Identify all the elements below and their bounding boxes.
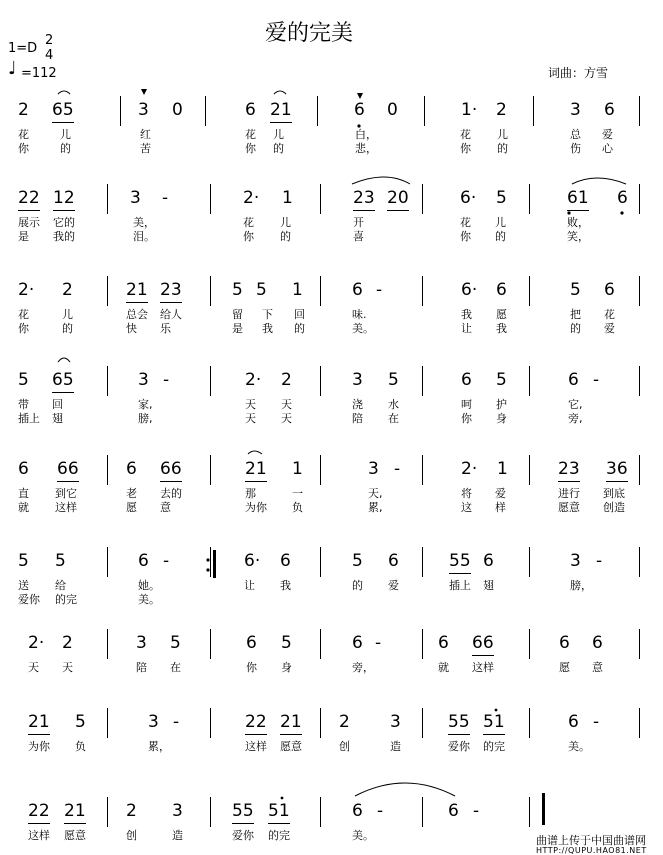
lyric: 苦 — [140, 142, 151, 155]
lyric: 愿 — [496, 308, 507, 321]
lyric: 笑， — [567, 230, 589, 243]
note: 6 — [483, 551, 494, 571]
note: 6 — [138, 551, 149, 571]
lyric: 的完 — [55, 593, 77, 606]
lyric: 总 — [570, 128, 581, 141]
lyric: 美。 — [568, 740, 590, 753]
note: 65 — [52, 100, 74, 120]
note: 3 — [352, 370, 363, 390]
note: 2 — [126, 801, 137, 821]
note: 6 — [280, 551, 291, 571]
note: 12 — [53, 188, 75, 208]
lyric: 白， — [355, 128, 377, 141]
note: 3 — [130, 188, 141, 208]
note: 66 — [57, 459, 79, 479]
note: 2 — [281, 370, 292, 390]
note: - — [473, 801, 480, 821]
note: 5 — [256, 280, 267, 300]
lyric: 的 — [570, 322, 581, 335]
lyric: 花 — [18, 128, 29, 141]
lyric: 带 — [18, 398, 29, 411]
lyric: 它, — [568, 398, 583, 411]
key-signature: 1=D — [8, 41, 38, 56]
note: 66 — [472, 633, 494, 653]
note: 0 — [172, 100, 183, 120]
lyric: 就 — [18, 501, 29, 514]
lyric: 回 — [52, 398, 63, 411]
note: 1 — [497, 459, 508, 479]
note: 6· — [461, 280, 478, 300]
lyric: 儿 — [497, 128, 508, 141]
note: 6 — [438, 633, 449, 653]
lyric: 插上 — [449, 579, 471, 592]
note: 6 — [496, 280, 507, 300]
lyric: 的 — [280, 230, 291, 243]
lyric: 陪 — [136, 661, 147, 674]
lyric: 下 — [262, 308, 273, 321]
lyric: 它的 — [53, 216, 75, 229]
lyric: 天 — [281, 412, 292, 425]
footer-url: HTTP://QUPU.HAO81.NET — [536, 846, 647, 855]
lyric: 愿意 — [64, 829, 86, 842]
note: 65 — [52, 370, 74, 390]
lyric: 爱你 — [18, 593, 40, 606]
lyric: 就 — [438, 661, 449, 674]
lyric: 创 — [339, 740, 350, 753]
lyric: 天 — [281, 398, 292, 411]
lyric: 爱 — [602, 128, 613, 141]
note: 21 — [126, 280, 148, 300]
note: 5 — [352, 551, 363, 571]
lyric: 的完 — [268, 829, 290, 842]
lyric: 造 — [390, 740, 401, 753]
lyric: 天 — [28, 661, 39, 674]
note: 3 — [138, 370, 149, 390]
lyric: 呵 — [461, 398, 472, 411]
lyric: 老 — [126, 487, 137, 500]
lyric: 愿 — [126, 501, 137, 514]
note: 3 — [148, 712, 159, 732]
note: 2· — [28, 633, 45, 653]
note: 21 — [270, 100, 292, 120]
lyric: 我 — [280, 579, 291, 592]
note: 23 — [558, 459, 580, 479]
note: 2 — [62, 280, 73, 300]
note: 6 — [592, 633, 603, 653]
lyric: 浇 — [352, 398, 363, 411]
note: 2· — [461, 459, 478, 479]
lyric: 旁， — [352, 661, 374, 674]
note: 23 — [160, 280, 182, 300]
lyric: 你 — [460, 230, 471, 243]
note: 6 — [126, 459, 137, 479]
octave-dot — [357, 124, 360, 127]
lyric: 送 — [18, 579, 29, 592]
lyric: 你 — [461, 412, 472, 425]
lyric: 花 — [460, 216, 471, 229]
note: 3 — [390, 712, 401, 732]
lyric: 悲， — [355, 142, 377, 155]
note: 3 — [368, 459, 379, 479]
octave-dot — [281, 797, 284, 800]
note: 6 — [246, 633, 257, 653]
note: 6· — [460, 188, 477, 208]
lyric: 膀， — [570, 579, 592, 592]
lyric: 这样 — [55, 501, 77, 514]
note: 20 — [387, 188, 409, 208]
lyric: 插上 — [18, 412, 40, 425]
slur — [274, 91, 286, 94]
lyric: 我 — [262, 322, 273, 335]
accent-mark — [141, 89, 147, 95]
slur — [572, 178, 626, 184]
time-signature-top: 2 — [45, 33, 54, 48]
lyric: 展示 — [18, 216, 40, 229]
note: - — [596, 551, 603, 571]
note: 6 — [352, 633, 363, 653]
note: 21 — [64, 801, 86, 821]
lyric: 你 — [246, 661, 257, 674]
note: 6 — [604, 280, 615, 300]
lyric: 花 — [18, 308, 29, 321]
lyric: 负 — [292, 501, 303, 514]
lyric: 的 — [352, 579, 363, 592]
note: 2· — [18, 280, 35, 300]
final-barline — [542, 793, 545, 825]
note: 55 — [448, 712, 470, 732]
lyric: 乐 — [160, 322, 171, 335]
note: 6 — [568, 712, 579, 732]
lyric: 护 — [496, 398, 507, 411]
lyric: 愿意 — [558, 501, 580, 514]
lyric: 开 — [353, 216, 364, 229]
lyric: 花 — [604, 308, 615, 321]
lyric: 心 — [602, 142, 613, 155]
lyric: 我的 — [53, 230, 75, 243]
lyric: 翅 — [483, 579, 494, 592]
lyric: 造 — [172, 829, 183, 842]
note: 2 — [18, 100, 29, 120]
note: 5 — [18, 551, 29, 571]
note: 22 — [28, 801, 50, 821]
lyric: 儿 — [60, 128, 71, 141]
lyric: 一 — [292, 487, 303, 500]
note: 6 — [245, 100, 256, 120]
lyric: 的 — [273, 142, 284, 155]
note: - — [162, 188, 169, 208]
lyric: 样 — [495, 501, 506, 514]
note: 5 — [170, 633, 181, 653]
lyric: 为你 — [28, 740, 50, 753]
lyric: 创 — [126, 829, 137, 842]
lyric: 进行 — [558, 487, 580, 500]
note: 61 — [567, 188, 589, 208]
note: 1 — [292, 280, 303, 300]
lyric: 这 — [461, 501, 472, 514]
repeat-dot — [206, 568, 209, 571]
lyric: 儿 — [495, 216, 506, 229]
lyric: 的完 — [483, 740, 505, 753]
lyric: 她。 — [138, 579, 160, 592]
slur — [352, 177, 410, 184]
lyric: 意 — [160, 501, 171, 514]
octave-dot — [495, 709, 498, 712]
lyric: 家, — [138, 398, 153, 411]
note: - — [173, 712, 180, 732]
lyric: 爱 — [604, 322, 615, 335]
note: 66 — [160, 459, 182, 479]
lyric: 愿意 — [280, 740, 302, 753]
lyric: 你 — [243, 230, 254, 243]
repeat-sign — [213, 550, 216, 578]
lyric: 爱你 — [448, 740, 470, 753]
lyric: 留 — [232, 308, 243, 321]
lyric: 水 — [388, 398, 399, 411]
lyric: 喜 — [353, 230, 364, 243]
lyric: 这样 — [472, 661, 494, 674]
lyric: 到底 — [603, 487, 625, 500]
note: - — [376, 280, 383, 300]
lyric: 我 — [461, 308, 472, 321]
note: - — [593, 712, 600, 732]
lyric: 累, — [368, 501, 383, 514]
note: - — [163, 370, 170, 390]
note: 21 — [245, 459, 267, 479]
lyric: 在 — [170, 661, 181, 674]
note: 6 — [352, 801, 363, 821]
lyric: 儿 — [280, 216, 291, 229]
lyric: 美， — [133, 216, 155, 229]
lyric: 给人 — [160, 308, 182, 321]
lyric: 为你 — [245, 501, 267, 514]
note: 3 — [138, 100, 149, 120]
tempo-mark: =112 — [21, 66, 57, 81]
lyric: 你 — [245, 142, 256, 155]
lyric: 把 — [570, 308, 581, 321]
note: 51 — [483, 712, 505, 732]
note: 5 — [18, 370, 29, 390]
note: 22 — [245, 712, 267, 732]
note: - — [593, 370, 600, 390]
lyric: 你 — [460, 142, 471, 155]
note: 6 — [448, 801, 459, 821]
lyric: 回 — [294, 308, 305, 321]
lyric: 花 — [245, 128, 256, 141]
note: 3 — [570, 551, 581, 571]
lyric: 的 — [294, 322, 305, 335]
lyric: 的 — [62, 322, 73, 335]
note: 5 — [281, 633, 292, 653]
note: 6 — [568, 370, 579, 390]
lyric: 负 — [75, 740, 86, 753]
octave-dot — [567, 211, 570, 214]
note: 21 — [280, 712, 302, 732]
quarter-note-icon: ♩ — [8, 58, 17, 79]
repeat-dot — [206, 558, 209, 561]
note: 6 — [388, 551, 399, 571]
note: 2· — [243, 188, 260, 208]
octave-dot — [620, 211, 623, 214]
slur — [248, 451, 262, 454]
lyric: 让 — [244, 579, 255, 592]
accent-mark — [357, 93, 363, 99]
time-signature-bottom: 4 — [45, 48, 54, 63]
lyric: 爱 — [495, 487, 506, 500]
lyric: 爱你 — [232, 829, 254, 842]
lyric: 花 — [243, 216, 254, 229]
lyric: 那 — [245, 487, 256, 500]
note: 51 — [268, 801, 290, 821]
note: 1 — [292, 459, 303, 479]
lyric: 愿 — [559, 661, 570, 674]
lyric: 儿 — [62, 308, 73, 321]
note: 6 — [352, 280, 363, 300]
lyric: 意 — [592, 661, 603, 674]
note: 55 — [449, 551, 471, 571]
slur — [355, 783, 455, 796]
note: 6 — [18, 459, 29, 479]
lyric: 美。 — [352, 322, 374, 335]
lyric: 你 — [18, 322, 29, 335]
lyric: 你 — [18, 142, 29, 155]
note: 6 — [354, 100, 365, 120]
lyric: 的 — [497, 142, 508, 155]
lyric: 美。 — [138, 593, 160, 606]
note: 2 — [496, 100, 507, 120]
lyric: 让 — [461, 322, 472, 335]
note: 6· — [244, 551, 261, 571]
lyric: 是 — [232, 322, 243, 335]
note: 2· — [245, 370, 262, 390]
note: 6 — [559, 633, 570, 653]
lyric: 爱 — [388, 579, 399, 592]
note: 23 — [353, 188, 375, 208]
note: 6 — [461, 370, 472, 390]
lyric: 累， — [148, 740, 170, 753]
note: 5 — [496, 370, 507, 390]
lyric: 败， — [567, 216, 589, 229]
note: - — [375, 633, 382, 653]
lyric: 到它 — [55, 487, 77, 500]
lyric: 创造 — [603, 501, 625, 514]
note: 5 — [496, 188, 507, 208]
lyric: 身 — [281, 661, 292, 674]
lyric: 味. — [352, 308, 367, 321]
lyric: 天, — [368, 487, 383, 500]
lyric: 去的 — [160, 487, 182, 500]
lyric: 儿 — [273, 128, 284, 141]
lyric: 美。 — [352, 829, 374, 842]
lyric: 的 — [495, 230, 506, 243]
lyric: 这样 — [245, 740, 267, 753]
note: 5 — [232, 280, 243, 300]
note: 5 — [55, 551, 66, 571]
footer-site: 曲谱上传于中国曲谱网 — [536, 834, 646, 847]
lyric: 这样 — [28, 829, 50, 842]
lyric: 陪 — [352, 412, 363, 425]
lyric: 给 — [55, 579, 66, 592]
note: 5 — [75, 712, 86, 732]
lyric: 翅 — [52, 412, 63, 425]
note: 22 — [18, 188, 40, 208]
lyric: 天 — [245, 412, 256, 425]
lyric: 我 — [496, 322, 507, 335]
lyric: 旁, — [568, 412, 583, 425]
lyric: 快 — [126, 322, 137, 335]
lyric: 天 — [245, 398, 256, 411]
slur — [58, 91, 70, 94]
note: 5 — [388, 370, 399, 390]
note: 3 — [136, 633, 147, 653]
lyric: 直 — [18, 487, 29, 500]
note: 21 — [28, 712, 50, 732]
note: 0 — [387, 100, 398, 120]
lyric: 天 — [62, 661, 73, 674]
note: 2 — [339, 712, 350, 732]
lyric: 身 — [496, 412, 507, 425]
lyric: 红 — [140, 128, 151, 141]
lyric: 花 — [460, 128, 471, 141]
lyric: 在 — [388, 412, 399, 425]
note: 1 — [282, 188, 293, 208]
lyric: 伤 — [570, 142, 581, 155]
note: - — [163, 551, 170, 571]
note: 6 — [604, 100, 615, 120]
note: 5 — [570, 280, 581, 300]
note: 36 — [606, 459, 628, 479]
note: 1· — [461, 100, 478, 120]
credits: 词曲：方雪 — [548, 66, 609, 80]
lyric: 将 — [461, 487, 472, 500]
note: 55 — [232, 801, 254, 821]
slur — [58, 358, 70, 362]
lyric: 的 — [60, 142, 71, 155]
note: 6 — [617, 188, 628, 208]
note: 2 — [62, 633, 73, 653]
note: - — [394, 459, 401, 479]
lyric: 是 — [18, 230, 29, 243]
note: 3 — [570, 100, 581, 120]
note: 3 — [172, 801, 183, 821]
note: - — [377, 801, 384, 821]
lyric: 泪。 — [133, 230, 155, 243]
lyric: 总会 — [126, 308, 148, 321]
lyric: 膀, — [138, 412, 153, 425]
song-title: 爱的完美 — [265, 21, 354, 46]
